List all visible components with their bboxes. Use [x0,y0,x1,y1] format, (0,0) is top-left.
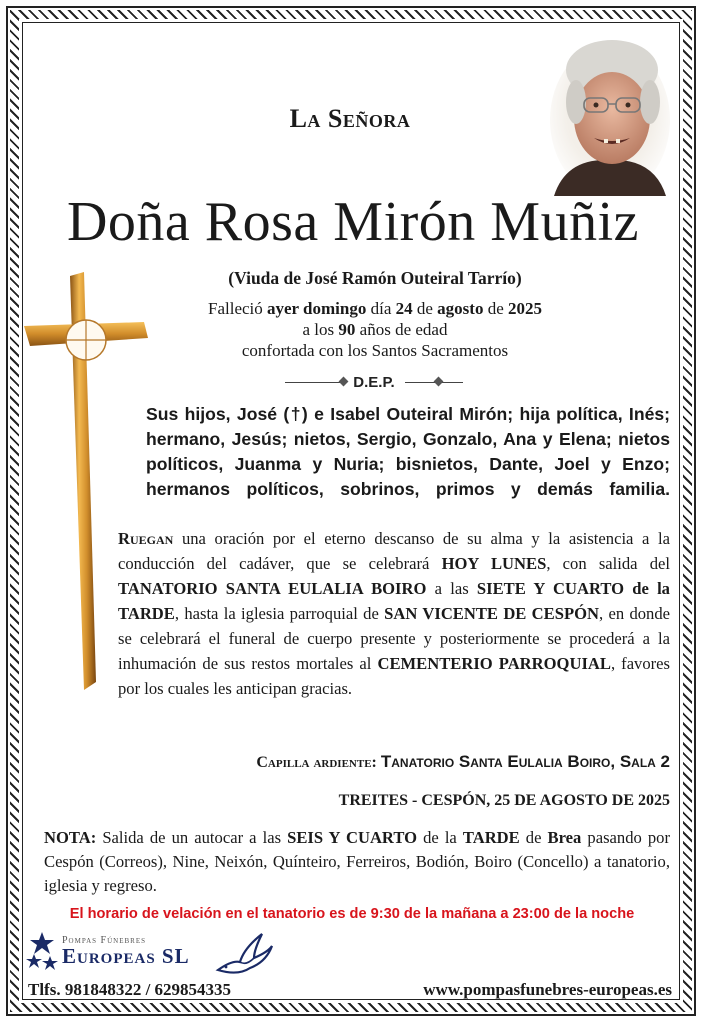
wake-hours: El horario de velación en el tanatorio es de 9:30 de la mañana a 23:00 de la noche [69,906,635,922]
divider-line-left [285,382,343,383]
star-icon [26,930,58,976]
prayer-paragraph: Ruegan una oración por el eterno descanso de su alma y la asistencia a la conducción del cadáver, que se celebrará HOY LUNES, con salida del TANATORIO SANTA EULALIA BOIRO a las SIETE Y CUARTO de la TARDE, hasta la iglesia parroquial de SAN VICENTE DE CESPÓN, en donde se celebrará el funeral de cuerpo presente y posteriormente se procederá a la inhumación de sus restos mortales al CEMENTERIO PARROQUIAL, favores por los cuales les anticipan gracias. [118,529,671,698]
dep-divider [256,373,492,391]
page-title: La Señora [289,104,411,133]
dep-label: D.E.P. [353,373,395,391]
sacraments-line: confortada con los Santos Sacramentos [241,341,509,360]
divider-line-right [405,382,463,383]
widow-of: (Viuda de José Ramón Outeiral Tarrío) [228,268,522,288]
deceased-name: Doña Rosa Mirón Muñiz [66,191,639,253]
portrait-photo [546,40,670,196]
website-link[interactable]: www.pompasfunebres-europeas.es [423,980,672,999]
logo-name: Europeas SL [62,944,190,968]
death-date-line: Falleció ayer domingo día 24 de agosto de 2025 [208,299,542,318]
death-info [150,298,600,361]
logo-subtitle: Pompas Fúnebres [62,935,146,946]
phone-numbers: Tlfs. 981848322 / 629854335 [28,980,232,999]
dove-icon [214,930,274,980]
family-paragraph: Sus hijos, José (†) e Isabel Outeiral Mirón; hija política, Inés; hermano, Jesús; nietos, Sergio, Gonzalo, Ana y Elena; nietos políticos, Juanma y Nuria; bisnietos, Dante, Joel y Enzo; hermanos políticos, sobrinos, primos y demás familia. [146,404,670,499]
age-line: a los 90 años de edad [302,320,448,339]
chapel-info: Capilla ardiente: Tanatorio Santa Eulalia Boiro, Sala 2 [256,752,670,771]
note-paragraph: NOTA: Salida de un autocar a las SEIS Y CUARTO de la TARDE de Brea pasando por Cespón (Correos), Nine, Neixón, Quínteiro, Ferreiros, Bodión, Boiro (Concello) a tanatorio, iglesia y regreso. [44,828,670,895]
place-date: TREITES - CESPÓN, 25 DE AGOSTO DE 2025 [338,792,670,809]
